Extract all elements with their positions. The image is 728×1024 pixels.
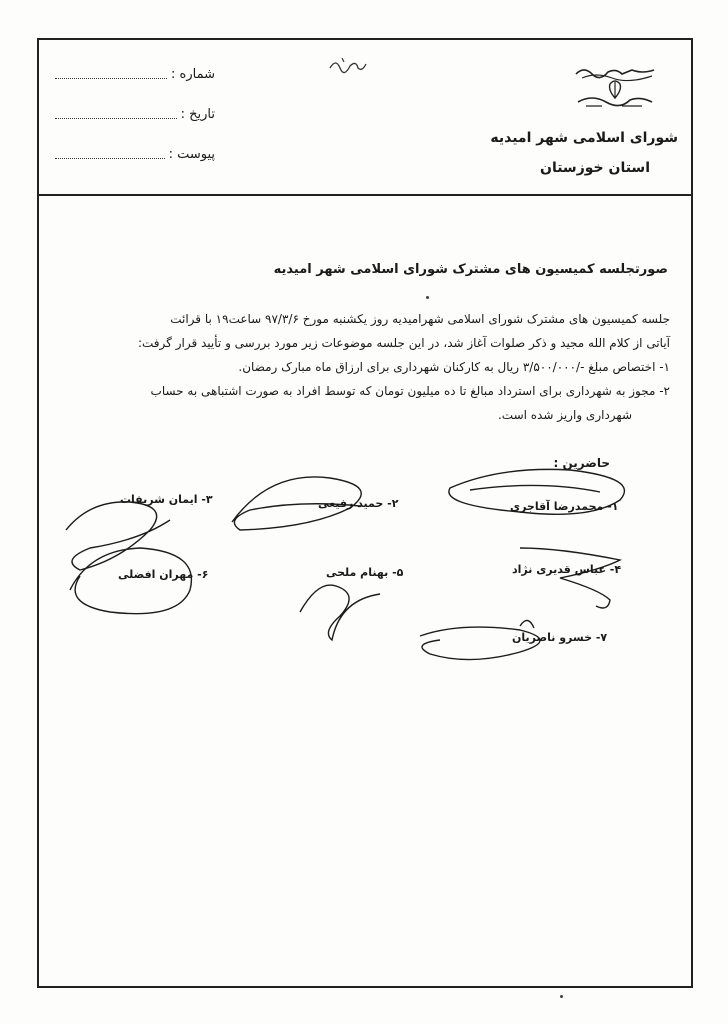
document-frame [37, 38, 693, 988]
body-line: ۲- مجوز به شهرداری برای استرداد مبالغ تا ده میلیون تومان که توسط افراد به صورت اشتباهی به حساب [150, 384, 670, 398]
scan-speck [426, 296, 429, 299]
document-title: صورتجلسه کمیسیون های مشترک شورای اسلامی شهر امیدیه [273, 262, 668, 277]
attendee-name: ۵- بهنام ملحی [326, 566, 404, 579]
scan-speck [560, 995, 563, 998]
date-field [55, 102, 215, 122]
attendee-name: ۱- محمدرضا آقاجری [510, 500, 619, 513]
body-line: ۱- اختصاص مبلغ -/۳/۵۰۰/۰۰۰ ریال به کارکنان شهرداری برای ارزاق ماه مبارک رمضان. [238, 360, 670, 374]
attendee-name: ۴- عباس قدیری نژاد [512, 563, 622, 576]
attachment-field [55, 142, 215, 162]
handwritten-mark-icon [328, 54, 368, 76]
iran-emblem-logo-icon [572, 64, 658, 112]
number-dots [55, 66, 167, 79]
attendee-name: ۳- ایمان شریفات [120, 493, 213, 506]
attendee-name: ۲- حمید رفیعی [318, 497, 399, 510]
number-label: شماره : [171, 67, 215, 82]
organization-name: شورای اسلامی شهر امیدیه [490, 130, 678, 146]
attendee-name: ۷- خسرو ناصریان [512, 631, 608, 644]
number-field [55, 62, 215, 82]
body-line: جلسه کمیسیون های مشترک شورای اسلامی شهرامیدیه روز یکشنبه مورخ ۹۷/۳/۶ ساعت۱۹ با قرائت [170, 312, 670, 326]
body-line: شهرداری واریز شده است. [497, 408, 632, 422]
province-name: استان خوزستان [540, 160, 650, 176]
attendees-label: حاضرین : [553, 456, 610, 470]
body-line: آیاتی از کلام الله مجید و ذکر صلوات آغاز شد، در این جلسه موضوعات زیر مورد بررسی و تأیید قرار گرفت: [137, 336, 670, 350]
date-dots [55, 106, 177, 119]
attachment-dots [55, 146, 165, 159]
header-divider [37, 194, 693, 196]
attendee-name: ۶- مهران افضلی [118, 568, 209, 581]
attachment-label: پیوست : [168, 147, 215, 162]
date-label: تاریخ : [180, 107, 215, 122]
